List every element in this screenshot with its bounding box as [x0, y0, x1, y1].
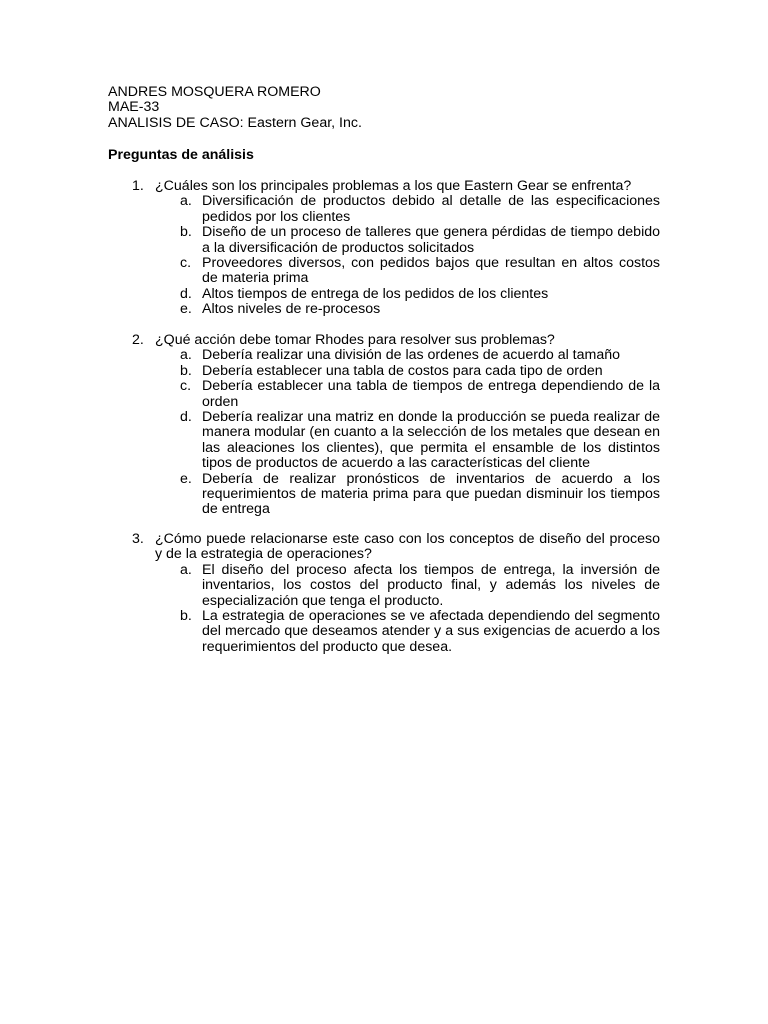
answer-text: El diseño del proceso afecta los tiempos de entrega, la inversión de inventarios, los costos del producto final, y además los niveles de especialización que tenga el producto. [202, 561, 660, 609]
answer-list [108, 563, 660, 655]
answer-item [108, 472, 660, 518]
answer-item [108, 225, 660, 256]
answer-text: Diversificación de productos debido al detalle de las especificaciones pedidos por los clientes [202, 193, 660, 225]
question-line [108, 532, 660, 563]
answer-list [108, 348, 660, 517]
answer-item [108, 348, 660, 363]
answer-text: Debería de realizar pronósticos de inventarios de acuerdo a los requerimientos de materia prima para que puedan disminuir los tiempos de entrega [202, 470, 660, 518]
answer-text: Debería realizar una división de las ordenes de acuerdo al tamaño [202, 347, 620, 364]
answer-letter: a. [180, 561, 192, 578]
answer-letter: c. [180, 378, 192, 395]
answer-letter: d. [180, 285, 192, 302]
answer-item [108, 194, 660, 225]
answer-letter: b. [180, 362, 192, 379]
question-number: 3. [132, 531, 144, 547]
answer-list [108, 194, 660, 317]
answer-letter: e. [180, 470, 192, 487]
question-text: ¿Cómo puede relacionarse este caso con los conceptos de diseño del proceso y de la estrategia de operaciones? [155, 531, 660, 563]
question-line [108, 179, 660, 194]
answer-letter: b. [180, 608, 192, 625]
answer-letter: c. [180, 255, 192, 272]
answer-item [108, 302, 660, 317]
answer-item [108, 410, 660, 472]
answer-item [108, 364, 660, 379]
answer-text: La estrategia de operaciones se ve afectada dependiendo del segmento del mercado que deseamos atender y a sus exigencias de acuerdo a los requerimientos del producto que desea. [202, 608, 660, 655]
answer-letter: a. [180, 347, 192, 364]
answer-text: Debería establecer una tabla de costos para cada tipo de orden [202, 362, 603, 379]
question-text: ¿Qué acción debe tomar Rhodes para resolver sus problemas? [155, 332, 555, 348]
course-code: MAE-33 [108, 99, 160, 116]
section-title: Preguntas de análisis [108, 147, 254, 163]
answer-text: Proveedores diversos, con pedidos bajos que resultan en altos costos de materia prima [202, 255, 660, 287]
author-name: ANDRES MOSQUERA ROMERO [108, 84, 321, 100]
answer-letter: b. [180, 224, 192, 241]
answer-item [108, 563, 660, 609]
answer-text: Debería establecer una tabla de tiempos de entrega dependiendo de la orden [202, 378, 660, 410]
answer-letter: d. [180, 409, 192, 426]
answer-text: Altos niveles de re-procesos [202, 301, 381, 318]
answer-letter: e. [180, 301, 192, 318]
document-header [108, 85, 362, 131]
question-text: ¿Cuáles son los principales problemas a los que Eastern Gear se enfrenta? [155, 178, 632, 194]
question-number: 1. [132, 178, 144, 194]
question-number: 2. [132, 332, 144, 348]
answer-item [108, 256, 660, 287]
answer-letter: a. [180, 193, 192, 210]
answer-text: Altos tiempos de entrega de los pedidos de los clientes [202, 285, 549, 302]
question-line [108, 333, 660, 348]
answer-item [108, 287, 660, 302]
answer-item [108, 379, 660, 410]
answer-text: Diseño de un proceso de talleres que genera pérdidas de tiempo debido a la diversificación de productos solicitados [202, 224, 660, 256]
answer-text: Debería realizar una matriz en donde la producción se pueda realizar de manera modular (en cuanto a la selección de los metales que desean en las aleaciones los clientes), que permita el ensamble de los distintos tipos de productos de acuerdo a las características del cliente [202, 409, 660, 472]
question-2 [108, 333, 660, 518]
question-1 [108, 179, 660, 318]
answer-item [108, 609, 660, 655]
case-title: ANALISIS DE CASO: Eastern Gear, Inc. [108, 114, 362, 131]
question-3 [108, 532, 660, 655]
